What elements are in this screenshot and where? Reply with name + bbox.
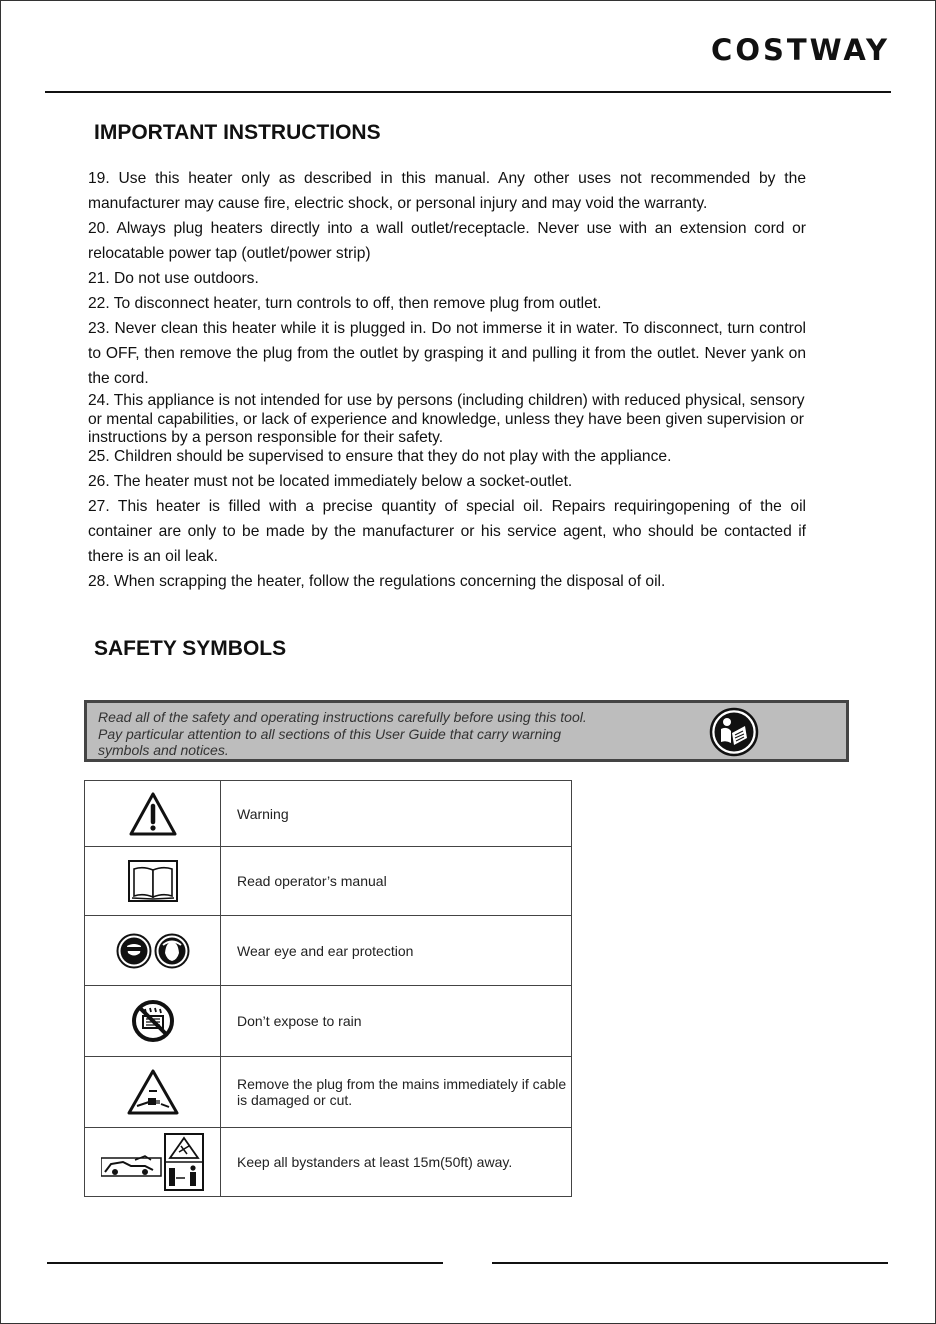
icon-cell: [85, 986, 221, 1057]
read-manual-icon: [709, 707, 759, 757]
table-row: [85, 781, 572, 847]
instruction-item: 24. This appliance is not intended for use by persons (including children) with reduced physical, sensory or mental capabilities, or lack of experience and knowledge, unless they have been given supervision or instructions by a person responsible for their safety.: [88, 392, 805, 446]
instruction-item: 21. Do not use outdoors.: [88, 270, 259, 287]
footer-rule-left: [47, 1262, 443, 1264]
instruction-item: 26. The heater must not be located immediately below a socket-outlet.: [88, 473, 573, 490]
instruction-item: 23. Never clean this heater while it is plugged in. Do not immerse it in water. To disconnect, turn control to OFF, then remove the plug from the outlet by grasping it and pulling it from the outlet. Never yank on the cord.: [88, 320, 806, 387]
damaged-cable-icon: [127, 1069, 179, 1115]
instructions-list: [88, 166, 806, 594]
table-row: [85, 847, 572, 916]
icon-cell: [85, 781, 221, 847]
icon-cell: [85, 1057, 221, 1128]
banner-text: [98, 709, 658, 759]
symbol-label: Wear eye and ear protection: [221, 916, 572, 986]
safety-heading: SAFETY SYMBOLS: [94, 637, 287, 660]
instruction-item: 20. Always plug heaters directly into a wall outlet/receptacle. Never use with an extension cord or relocatable power tap (outlet/power strip): [88, 220, 806, 262]
icon-cell: [85, 1128, 221, 1197]
instruction-item: 19. Use this heater only as described in this manual. Any other uses not recommended by the manufacturer may cause fire, electric shock, or personal injury and may void the warranty.: [88, 170, 806, 212]
table-row: [85, 1128, 572, 1197]
instruction-item: 27. This heater is filled with a precise quantity of special oil. Repairs requiringopening of the oil container are only to be made by the manufacturer or his service agent, who should be contacted if there is an oil leak.: [88, 498, 806, 565]
table-row: [85, 1057, 572, 1128]
banner-line: Pay particular attention to all sections of this User Guide that carry warning: [98, 725, 561, 742]
instruction-item: 28. When scrapping the heater, follow the regulations concerning the disposal of oil.: [88, 573, 666, 590]
table-row: [85, 916, 572, 986]
banner-line: Read all of the safety and operating instructions carefully before using this tool.: [98, 709, 587, 725]
icon-cell: [85, 847, 221, 916]
no-rain-icon: [131, 999, 175, 1043]
safety-banner: [84, 700, 849, 762]
icon-cell: [85, 916, 221, 986]
symbol-label: Read operator’s manual: [221, 847, 572, 916]
symbol-label: Don’t expose to rain: [221, 986, 572, 1057]
eye-ear-protection-icon: [116, 933, 190, 969]
safety-symbols-table: [84, 780, 572, 1197]
instruction-item: 22. To disconnect heater, turn controls to off, then remove plug from outlet.: [88, 295, 602, 312]
book-icon: [127, 859, 179, 903]
symbol-label: Remove the plug from the mains immediately if cable is damaged or cut.: [221, 1057, 572, 1128]
brand-logo: COSTWAY: [711, 33, 890, 67]
instruction-item: 25. Children should be supervised to ensure that they do not play with the appliance.: [88, 447, 672, 465]
table-row: [85, 986, 572, 1057]
warning-triangle-icon: [129, 792, 177, 836]
symbol-label: Warning: [221, 781, 572, 847]
header-rule: [45, 91, 891, 93]
bystanders-distance-icon: [101, 1132, 205, 1192]
banner-line: symbols and notices.: [98, 742, 229, 758]
footer-rule-right: [492, 1262, 888, 1264]
instructions-heading: IMPORTANT INSTRUCTIONS: [94, 121, 381, 144]
symbol-label: Keep all bystanders at least 15m(50ft) away.: [221, 1128, 572, 1197]
